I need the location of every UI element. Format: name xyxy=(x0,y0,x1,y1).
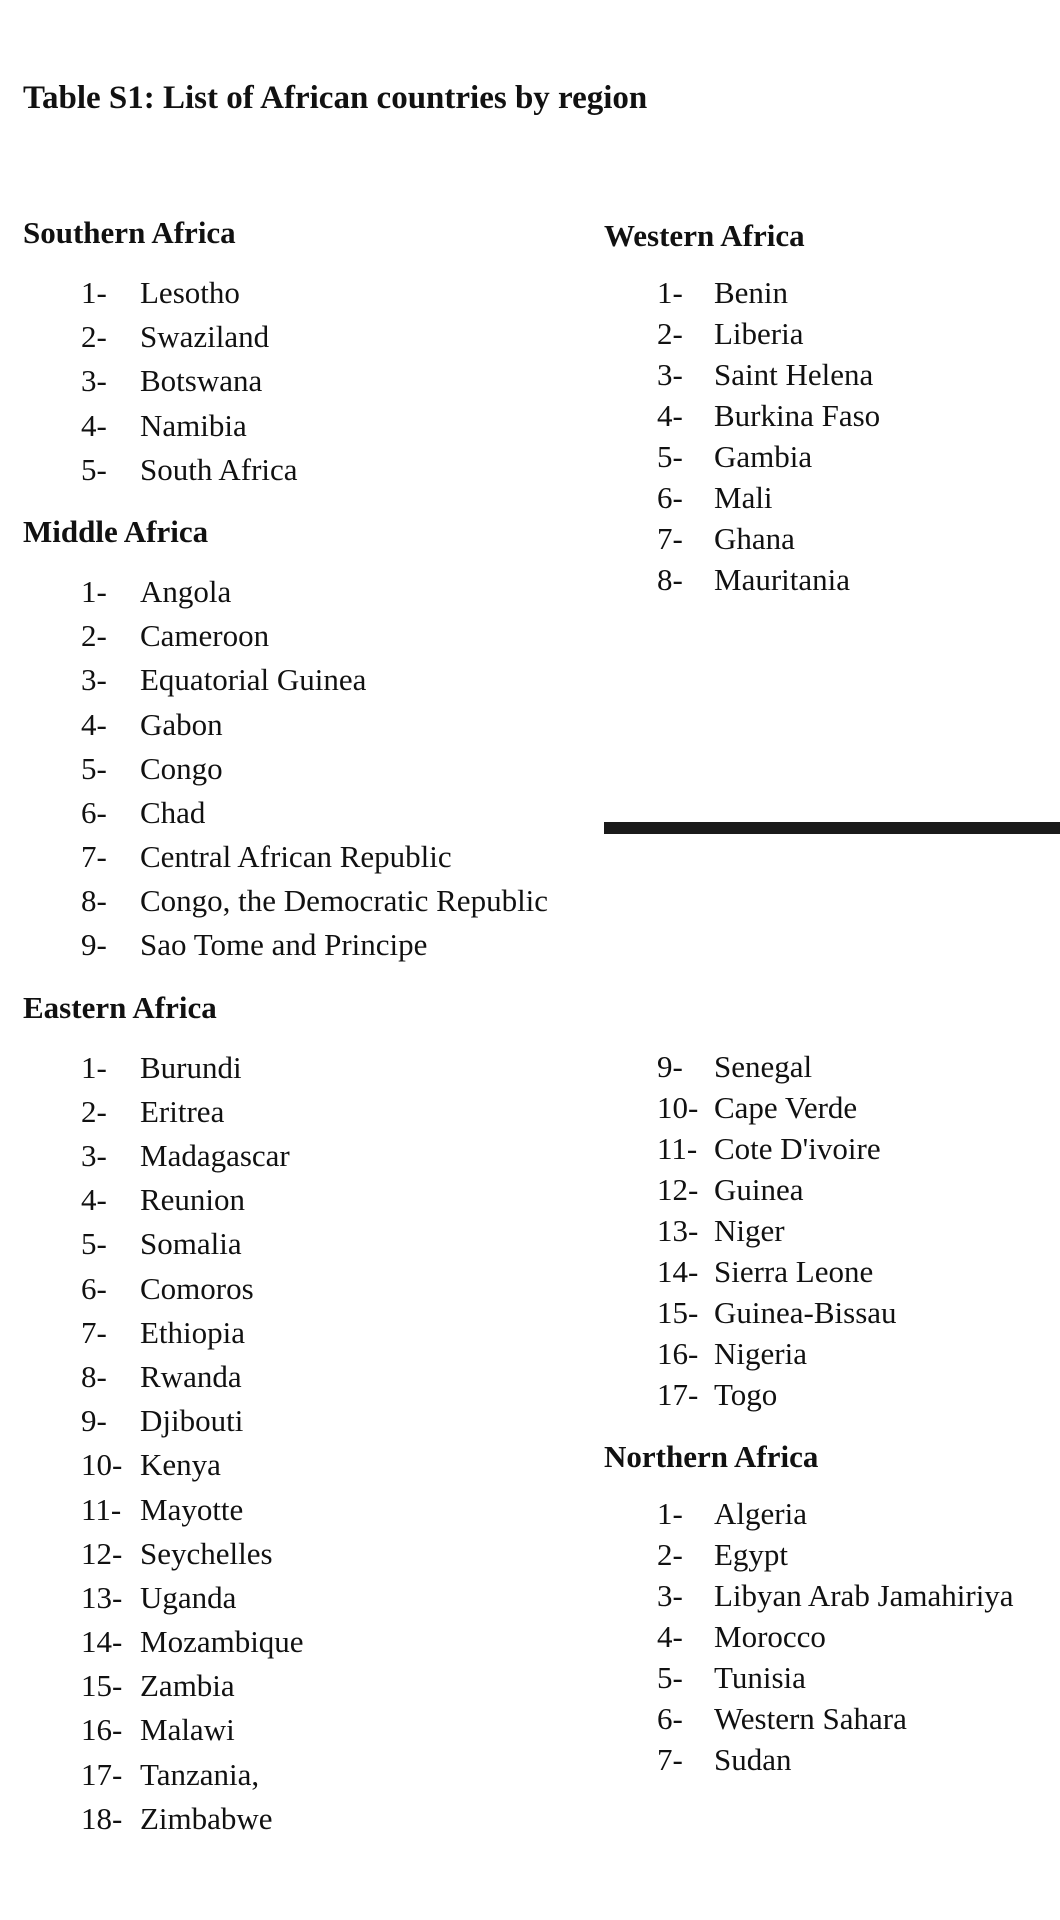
list-item-number: 8- xyxy=(657,562,683,597)
right-column-top xyxy=(604,216,1054,614)
list-item xyxy=(657,1251,1054,1292)
list-item xyxy=(657,1087,1054,1128)
country-name: Western Sahara xyxy=(714,1701,907,1736)
list-item xyxy=(657,559,1054,600)
list-item-number: 4- xyxy=(81,1182,107,1218)
list-item-number: 13- xyxy=(657,1213,699,1248)
country-name: Ethiopia xyxy=(140,1314,246,1350)
country-name: Seychelles xyxy=(140,1535,273,1571)
country-name: Benin xyxy=(714,275,789,310)
list-item xyxy=(657,395,1054,436)
country-name: Congo xyxy=(140,750,223,786)
list-item xyxy=(81,1532,613,1576)
list-item-number: 9- xyxy=(81,927,107,963)
country-name: Niger xyxy=(714,1213,785,1248)
list-item xyxy=(657,477,1054,518)
list-item-number: 6- xyxy=(657,1701,683,1736)
list-item-number: 11- xyxy=(81,1491,122,1527)
country-name: Ghana xyxy=(714,521,795,556)
country-name: Gabon xyxy=(140,706,223,742)
list-item-number: 2- xyxy=(657,316,683,351)
country-list xyxy=(604,272,1054,600)
list-item xyxy=(657,1292,1054,1333)
list-item xyxy=(81,271,613,315)
list-item xyxy=(657,1169,1054,1210)
list-item xyxy=(657,272,1054,313)
list-item xyxy=(81,1664,613,1708)
country-name: Morocco xyxy=(714,1619,826,1654)
country-name: Zambia xyxy=(140,1668,235,1704)
list-item xyxy=(81,835,613,879)
country-name: Somalia xyxy=(140,1226,242,1262)
list-item xyxy=(81,1399,613,1443)
list-item xyxy=(81,923,613,967)
list-item-number: 4- xyxy=(657,1619,683,1654)
list-item-number: 1- xyxy=(81,573,107,609)
list-item-number: 5- xyxy=(81,750,107,786)
list-item-number: 12- xyxy=(81,1535,123,1571)
list-item xyxy=(81,1134,613,1178)
region-heading: Southern Africa xyxy=(23,215,236,250)
list-item-number: 7- xyxy=(81,839,107,875)
list-item xyxy=(81,448,613,492)
country-name: Equatorial Guinea xyxy=(140,662,367,698)
divider-bar xyxy=(604,822,1060,834)
country-name: Eritrea xyxy=(140,1093,225,1129)
list-item-number: 9- xyxy=(81,1403,107,1439)
country-name: Malawi xyxy=(140,1712,235,1748)
country-list xyxy=(23,271,613,492)
country-name: Djibouti xyxy=(140,1403,244,1439)
country-name: Guinea xyxy=(714,1172,804,1207)
country-list xyxy=(23,1046,613,1841)
country-name: Rwanda xyxy=(140,1358,242,1394)
region-heading: Eastern Africa xyxy=(23,989,217,1025)
list-item xyxy=(81,1046,613,1090)
list-item-number: 15- xyxy=(657,1295,699,1330)
list-item-number: 17- xyxy=(81,1756,123,1792)
country-name: Sudan xyxy=(714,1742,792,1777)
list-item-number: 16- xyxy=(657,1336,699,1371)
list-item-number: 2- xyxy=(81,618,107,654)
list-item xyxy=(81,359,613,403)
country-name: Uganda xyxy=(140,1579,237,1615)
country-name: Cameroon xyxy=(140,618,270,654)
list-item xyxy=(81,1090,613,1134)
country-name: South Africa xyxy=(140,451,298,487)
list-item xyxy=(657,1128,1054,1169)
list-item xyxy=(81,658,613,702)
country-name: Mali xyxy=(714,480,773,515)
country-name: Gambia xyxy=(714,439,813,474)
list-item-number: 9- xyxy=(657,1049,683,1084)
country-name: Tunisia xyxy=(714,1660,806,1695)
right-column-bottom xyxy=(604,1046,1054,1794)
country-name: Mauritania xyxy=(714,562,851,597)
country-name: Sierra Leone xyxy=(714,1254,874,1289)
list-item-number: 1- xyxy=(81,1049,107,1085)
list-item xyxy=(81,1708,613,1752)
list-item-number: 1- xyxy=(657,1496,683,1531)
list-item xyxy=(657,1616,1054,1657)
list-item xyxy=(657,1374,1054,1415)
list-item-number: 12- xyxy=(657,1172,699,1207)
country-name: Lesotho xyxy=(140,275,240,310)
list-item-number: 10- xyxy=(81,1447,123,1483)
list-item xyxy=(81,1488,613,1532)
left-column xyxy=(23,213,613,1855)
list-item xyxy=(81,879,613,923)
list-item-number: 5- xyxy=(81,451,107,487)
country-name: Reunion xyxy=(140,1182,246,1218)
region-heading: Middle Africa xyxy=(23,513,209,549)
list-item-number: 5- xyxy=(657,439,683,474)
list-item xyxy=(81,1753,613,1797)
list-item-number: 5- xyxy=(81,1226,107,1262)
list-item xyxy=(81,703,613,747)
country-name: Zimbabwe xyxy=(140,1800,273,1836)
list-item-number: 3- xyxy=(657,357,683,392)
list-item-number: 8- xyxy=(81,1358,107,1394)
country-name: Angola xyxy=(140,573,232,609)
list-item xyxy=(81,1355,613,1399)
list-item-number: 11- xyxy=(657,1131,698,1166)
country-name: Mozambique xyxy=(140,1624,304,1660)
country-list-continued xyxy=(604,1046,1054,1415)
list-item xyxy=(81,791,613,835)
country-name: Saint Helena xyxy=(714,357,874,392)
list-item-number: 2- xyxy=(81,319,107,355)
list-item-number: 6- xyxy=(657,480,683,515)
country-name: Burundi xyxy=(140,1049,242,1085)
list-item-number: 4- xyxy=(81,407,107,443)
list-item xyxy=(657,313,1054,354)
country-name: Sao Tome and Principe xyxy=(140,927,428,963)
page-title: Table S1: List of African countries by region xyxy=(23,80,648,116)
list-item xyxy=(81,1797,613,1841)
region-heading: Northern Africa xyxy=(604,1439,819,1474)
list-item xyxy=(657,1493,1054,1534)
country-name: Botswana xyxy=(140,363,263,399)
list-item xyxy=(657,1657,1054,1698)
list-item-number: 14- xyxy=(81,1624,123,1660)
list-item xyxy=(81,1311,613,1355)
country-name: Swaziland xyxy=(140,319,270,355)
region-eastern-africa xyxy=(23,988,613,1841)
list-item-number: 6- xyxy=(81,1270,107,1306)
list-item-number: 16- xyxy=(81,1712,123,1748)
list-item-number: 2- xyxy=(657,1537,683,1572)
country-name: Mayotte xyxy=(140,1491,244,1527)
country-list xyxy=(23,570,613,968)
list-item-number: 2- xyxy=(81,1093,107,1129)
region-northern-africa xyxy=(604,1437,1054,1780)
list-item-number: 3- xyxy=(81,363,107,399)
list-item-number: 3- xyxy=(657,1578,683,1613)
list-item-number: 18- xyxy=(81,1800,123,1836)
list-item xyxy=(81,747,613,791)
country-name: Madagascar xyxy=(140,1138,290,1173)
list-item-number: 7- xyxy=(657,1742,683,1777)
list-item-number: 7- xyxy=(81,1314,107,1350)
region-middle-africa xyxy=(23,512,613,968)
country-name: Kenya xyxy=(140,1447,221,1483)
region-western-africa xyxy=(604,216,1054,600)
list-item-number: 3- xyxy=(81,1138,107,1173)
list-item xyxy=(81,1178,613,1222)
country-name: Guinea-Bissau xyxy=(714,1295,897,1330)
list-item xyxy=(81,614,613,658)
list-item xyxy=(81,1620,613,1664)
list-item xyxy=(81,1267,613,1311)
list-item-number: 17- xyxy=(657,1377,699,1412)
list-item-number: 8- xyxy=(81,883,107,919)
country-name: Cape Verde xyxy=(714,1090,858,1125)
country-name: Algeria xyxy=(714,1496,807,1531)
list-item-number: 6- xyxy=(81,794,107,830)
country-name: Egypt xyxy=(714,1537,789,1572)
list-item xyxy=(81,315,613,359)
country-name: Namibia xyxy=(140,407,247,443)
region-heading: Western Africa xyxy=(604,218,805,253)
list-item xyxy=(657,1575,1054,1616)
country-name: Burkina Faso xyxy=(714,398,881,433)
region-southern-africa xyxy=(23,213,613,492)
list-item-number: 3- xyxy=(81,662,107,698)
list-item xyxy=(657,518,1054,559)
list-item xyxy=(657,1534,1054,1575)
list-item-number: 1- xyxy=(657,275,683,310)
list-item xyxy=(657,354,1054,395)
list-item xyxy=(81,1576,613,1620)
list-item-number: 15- xyxy=(81,1668,123,1704)
country-list xyxy=(604,1493,1054,1780)
list-item-number: 7- xyxy=(657,521,683,556)
country-name: Congo, the Democratic Republic xyxy=(140,883,549,919)
list-item xyxy=(81,1222,613,1266)
list-item xyxy=(81,570,613,614)
list-item xyxy=(81,1443,613,1487)
country-name: Chad xyxy=(140,794,206,830)
country-name: Togo xyxy=(714,1377,778,1412)
list-item-number: 4- xyxy=(81,706,107,742)
country-name: Libyan Arab Jamahiriya xyxy=(714,1578,1014,1613)
country-name: Nigeria xyxy=(714,1336,807,1371)
country-name: Tanzania, xyxy=(140,1756,260,1792)
list-item-number: 10- xyxy=(657,1090,699,1125)
country-name: Central African Republic xyxy=(140,839,452,875)
list-item xyxy=(657,1739,1054,1780)
list-item-number: 4- xyxy=(657,398,683,433)
list-item xyxy=(657,1333,1054,1374)
country-name: Cote D'ivoire xyxy=(714,1131,881,1166)
list-item-number: 13- xyxy=(81,1579,123,1615)
country-name: Comoros xyxy=(140,1270,254,1306)
list-item-number: 1- xyxy=(81,275,107,310)
list-item-number: 5- xyxy=(657,1660,683,1695)
list-item xyxy=(657,436,1054,477)
country-name: Liberia xyxy=(714,316,804,351)
list-item xyxy=(657,1698,1054,1739)
list-item xyxy=(81,404,613,448)
list-item-number: 14- xyxy=(657,1254,699,1289)
country-name: Senegal xyxy=(714,1049,813,1084)
list-item xyxy=(657,1210,1054,1251)
list-item xyxy=(657,1046,1054,1087)
